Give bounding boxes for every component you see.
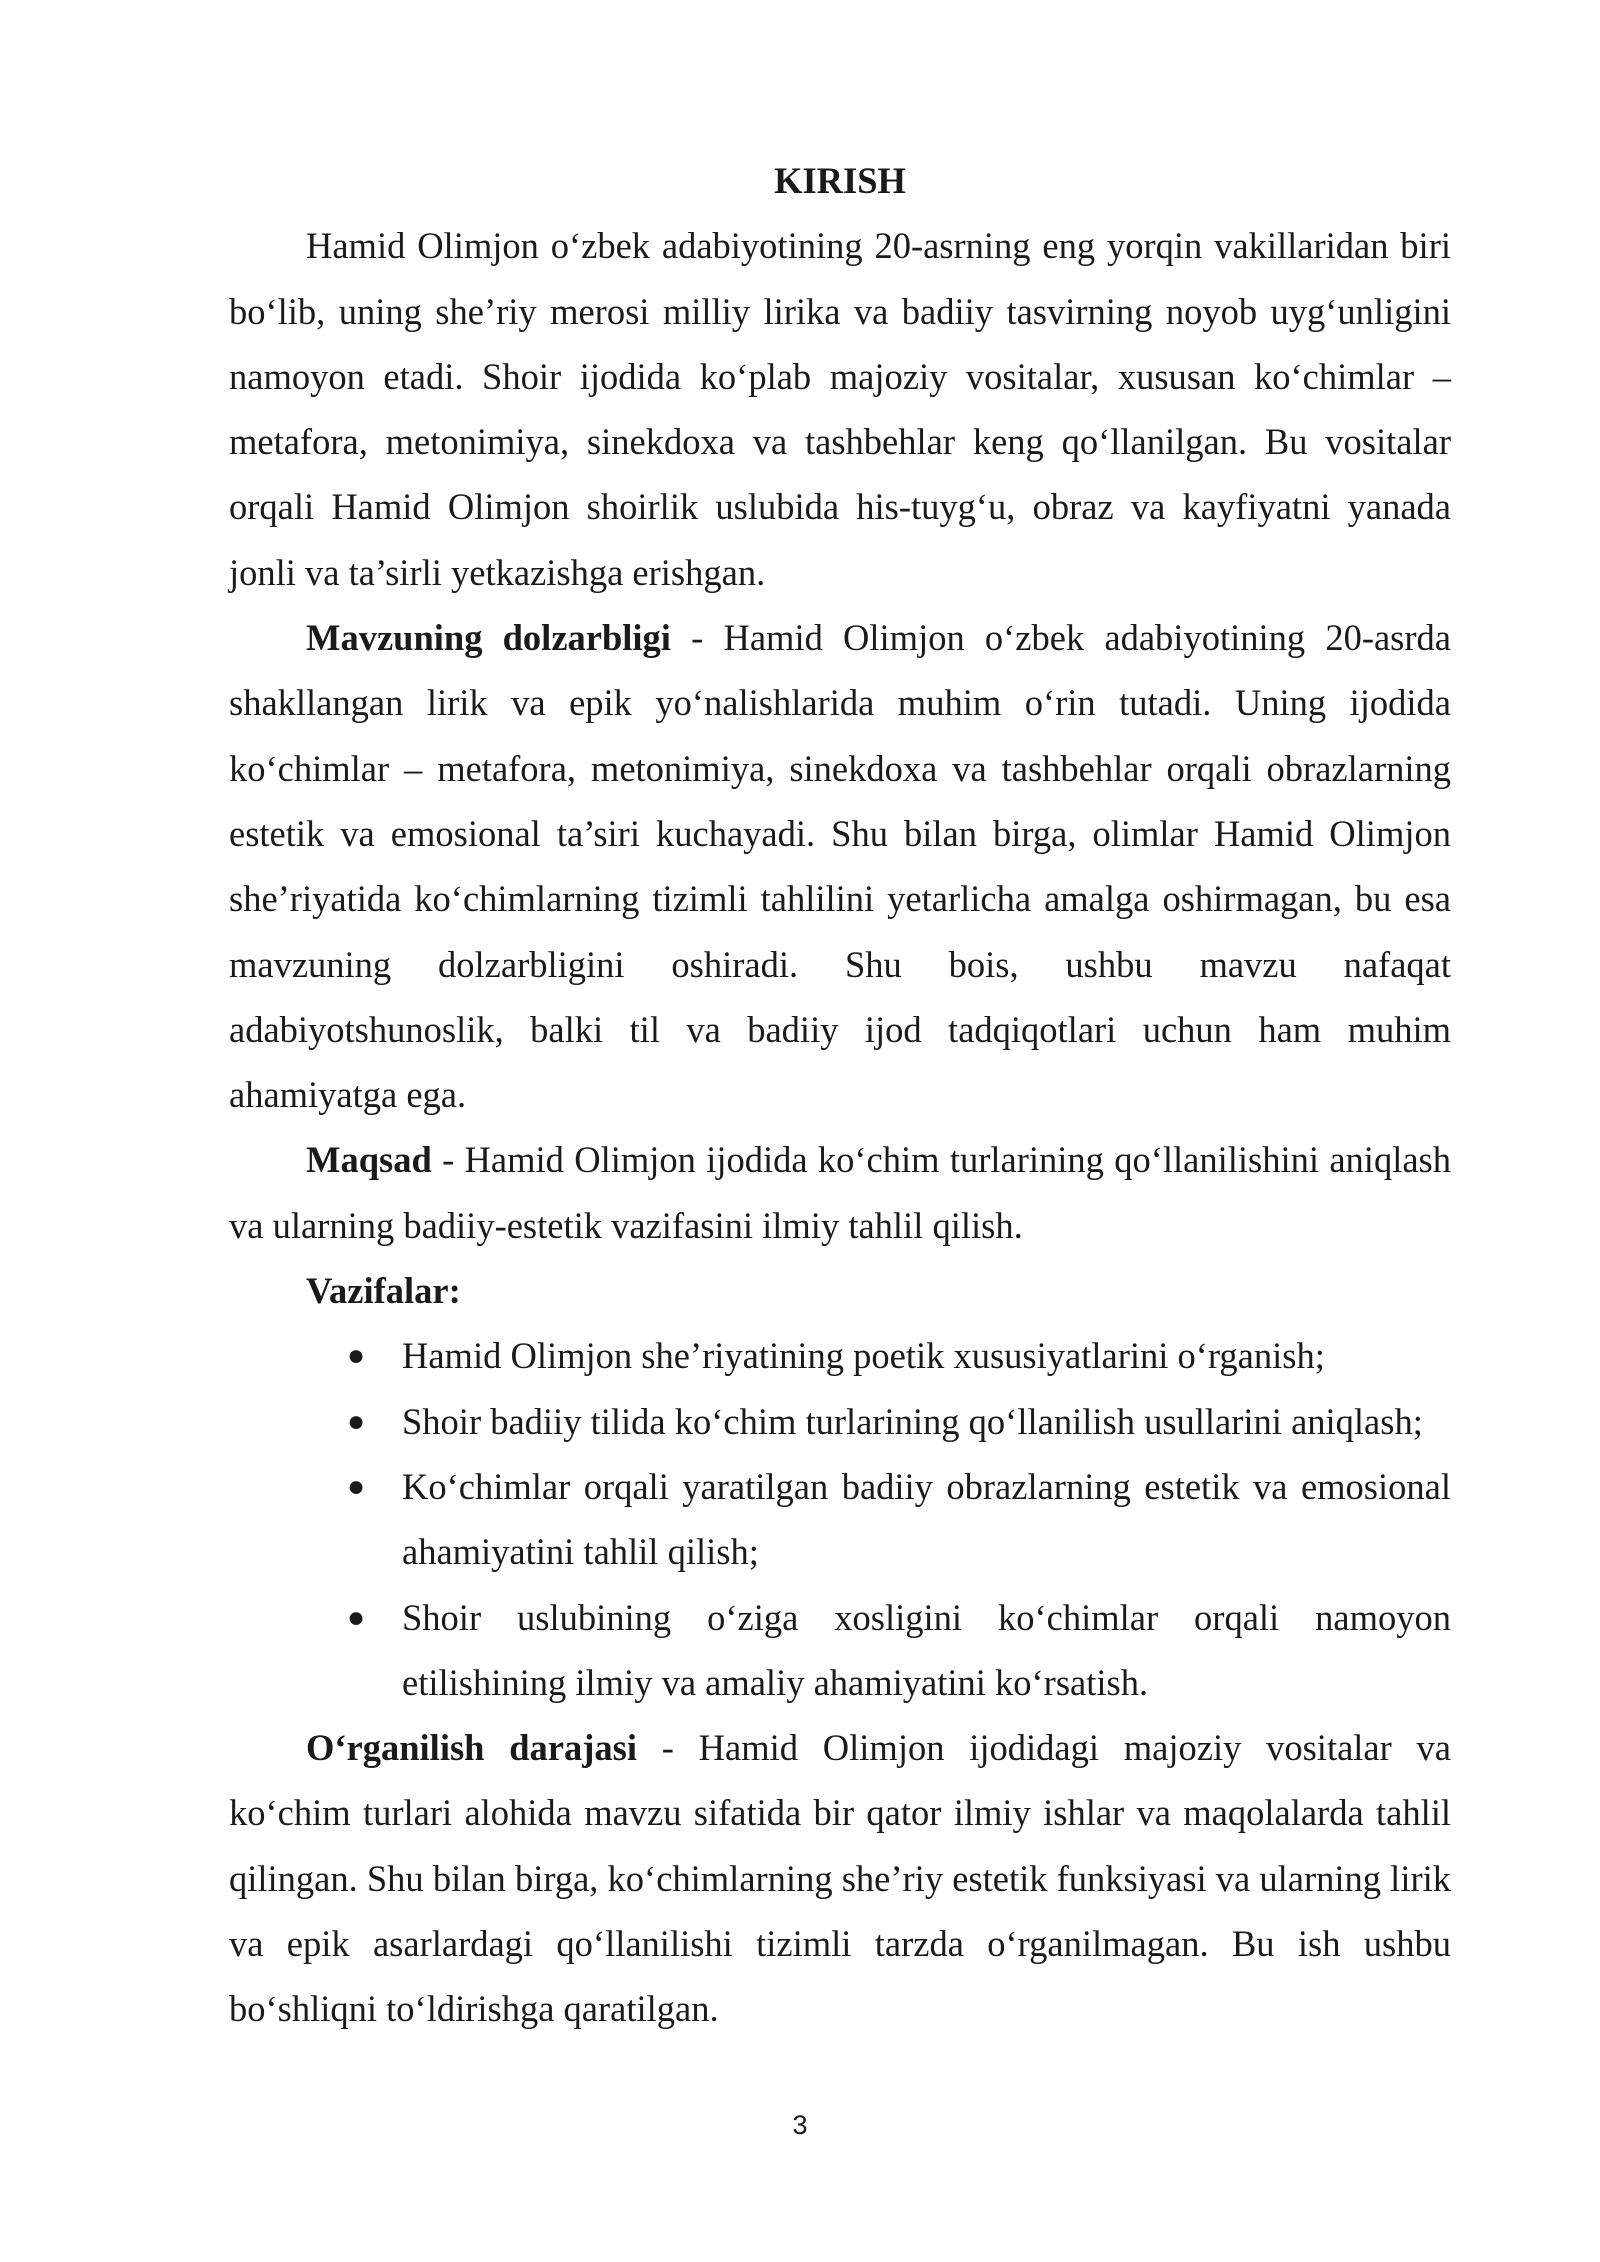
- task-item-text: Shoir badiiy tilida ko‘chim turlarining qo‘llanilish usullarini aniqlash;: [402, 1400, 1423, 1442]
- task-item-text: Ko‘chimlar orqali yaratilgan badiiy obrazlarning estetik va emosional ahamiyatini tahlil qilish;: [402, 1465, 1451, 1573]
- task-item: [229, 1454, 1451, 1585]
- bullet-icon: ●: [347, 1339, 366, 1373]
- task-item-text: Hamid Olimjon she’riyatining poetik xususiyatlarini o‘rganish;: [402, 1335, 1325, 1377]
- tasks-heading: Vazifalar:: [306, 1270, 461, 1312]
- relevance-text: - Hamid Olimjon o‘zbek adabiyotining 20-asrda shakllangan lirik va epik yo‘nalishlarida muhim o‘rin tutadi. Uning ijodida ko‘chimlar – metafora, metonimiya, sinekdoxa va tashbehlar orqali obrazlarning estetik va emosional ta’siri kuchayadi. Shu bilan birga, olimlar Hamid Olimjon she’riyatida ko‘chimlarning tizimli tahlilini yetarlicha amalga oshirmagan, bu esa mavzuning dolzarbligini oshiradi. Shu bois, ushbu mavzu nafaqat adabiyotshunoslik, balki til va badiiy ijod tadqiqotlari uchun ham muhim ahamiyatga ega.: [229, 617, 1451, 1116]
- relevance-label: Mavzuning dolzarbligi: [306, 617, 671, 659]
- relevance-paragraph: [229, 605, 1451, 1127]
- task-item: [229, 1389, 1451, 1454]
- goal-text: - Hamid Olimjon ijodida ko‘chim turlarining qo‘llanilishini aniqlash va ularning badiiy-estetik vazifasini ilmiy tahlil qilish.: [229, 1139, 1451, 1246]
- page-title: KIRISH: [774, 160, 906, 201]
- study-level-paragraph: [229, 1715, 1451, 2041]
- bullet-icon: ●: [347, 1600, 366, 1634]
- bullet-icon: ●: [347, 1469, 366, 1503]
- tasks-list: [229, 1323, 1451, 1715]
- study-level-text: - Hamid Olimjon ijodidagi majoziy vositalar va ko‘chim turlari alohida mavzu sifatida bir qator ilmiy ishlar va maqolalarda tahlil qilingan. Shu bilan birga, ko‘chimlarning she’riy estetik funksiyasi va ularning lirik va epik asarlardagi qo‘llanilishi tizimli tarzda o‘rganilmagan. Bu ish ushbu bo‘shliqni to‘ldirishga qaratilgan.: [229, 1727, 1451, 2030]
- goal-paragraph: [229, 1127, 1451, 1258]
- study-level-label: O‘rganilish darajasi: [306, 1727, 637, 1769]
- task-item: [229, 1585, 1451, 1716]
- bullet-icon: ●: [347, 1404, 366, 1438]
- page-content: [229, 148, 1451, 2042]
- task-item: [229, 1323, 1451, 1388]
- goal-label: Maqsad: [306, 1139, 432, 1181]
- page-number: 3: [792, 2110, 808, 2140]
- task-item-text: Shoir uslubining o‘ziga xosligini ko‘chimlar orqali namoyon etilishining ilmiy va amaliy ahamiyatini ko‘rsatish.: [402, 1596, 1451, 1703]
- intro-paragraph: Hamid Olimjon o‘zbek adabiyotining 20-asrning eng yorqin vakillaridan biri bo‘lib, uning she’riy merosi milliy lirika va badiiy tasvirning noyob uyg‘unligini namoyon etadi. Shoir ijodida ko‘plab majoziy vositalar, xususan ko‘chimlar – metafora, metonimiya, sinekdoxa va tashbehlar keng qo‘llanilgan. Bu vositalar orqali Hamid Olimjon shoirlik uslubida his-tuyg‘u, obraz va kayfiyatni yanada jonli va ta’sirli yetkazishga erishgan.: [229, 225, 1451, 593]
